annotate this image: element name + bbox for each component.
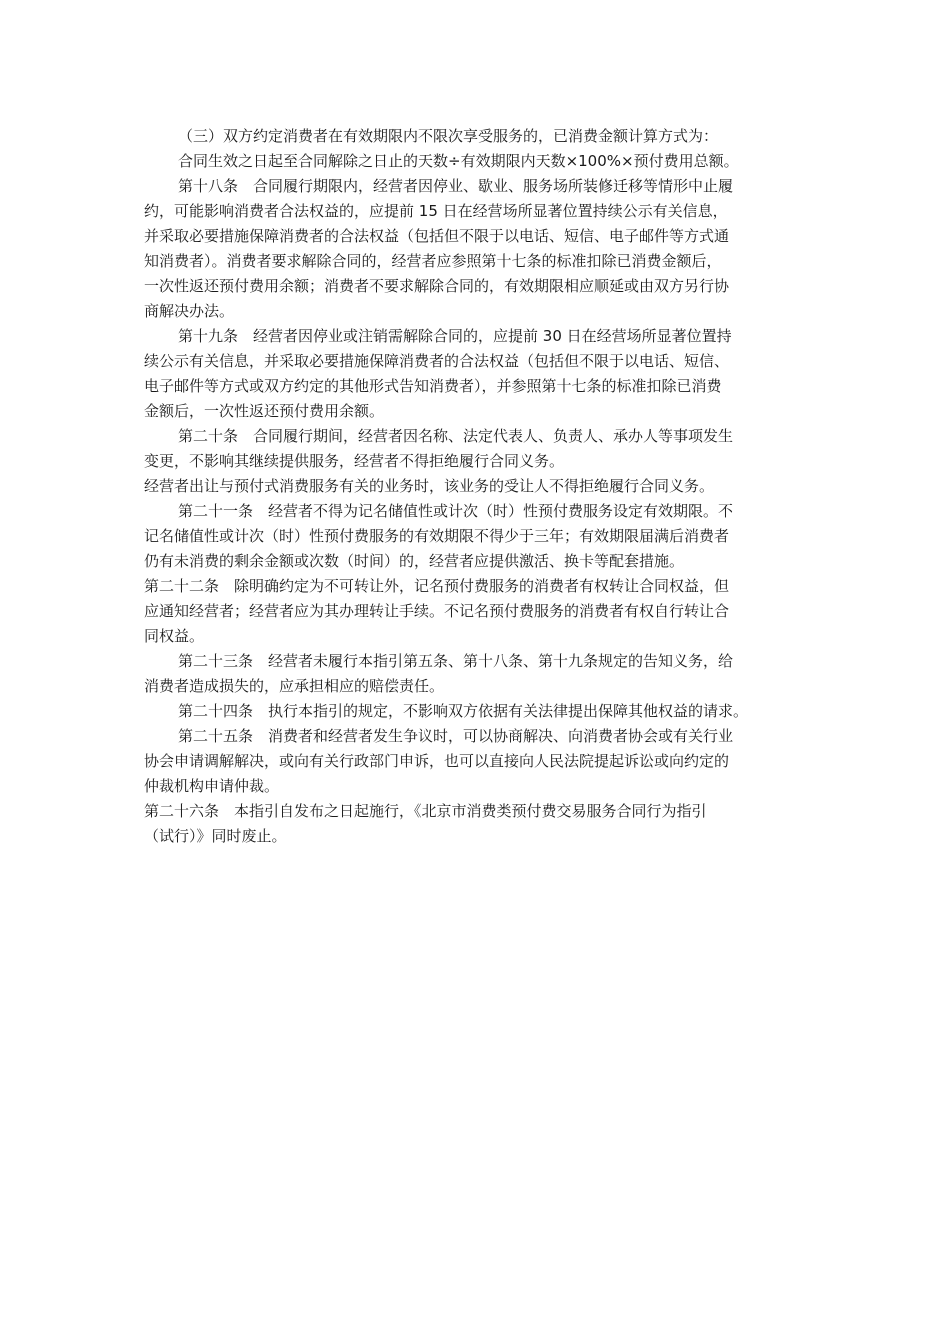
document-line: 续公示有关信息，并采取必要措施保障消费者的合法权益（包括但不限于以电话、短信、 — [144, 352, 730, 370]
document-line: 第十八条 合同履行期限内，经营者因停业、歇业、服务场所装修迁移等情形中止履 — [178, 177, 734, 195]
document-line: 第二十四条 执行本指引的规定，不影响双方依据有关法律提出保障其他权益的请求。 — [178, 702, 749, 720]
document-line: 第十九条 经营者因停业或注销需解除合同的，应提前 30 日在经营场所显著位置持 — [178, 327, 732, 345]
document-line: 第二十条 合同履行期间，经营者因名称、法定代表人、负责人、承办人等事项发生 — [178, 427, 734, 445]
document-line: 仲裁机构申请仲裁。 — [144, 777, 280, 795]
document-line: 合同生效之日起至合同解除之日止的天数÷有效期限内天数×100%×预付费用总额。 — [178, 152, 739, 170]
document-line: 消费者造成损失的，应承担相应的赔偿责任。 — [144, 677, 445, 695]
document-line: 第二十三条 经营者未履行本指引第五条、第十八条、第十九条规定的告知义务，给 — [178, 652, 734, 670]
document-line: 第二十五条 消费者和经营者发生争议时，可以协商解决、向消费者协会或有关行业 — [178, 727, 734, 745]
document-line: 约，可能影响消费者合法权益的，应提前 15 日在经营场所显著位置持续公示有关信息， — [144, 202, 728, 220]
document-line: 同权益。 — [144, 627, 205, 645]
document-line: 知消费者）。消费者要求解除合同的，经营者应参照第十七条的标准扣除已消费金额后， — [144, 252, 722, 270]
document-line: 并采取必要措施保障消费者的合法权益（包括但不限于以电话、短信、电子邮件等方式通 — [144, 227, 730, 245]
document-line: 第二十六条 本指引自发布之日起施行，《北京市消费类预付费交易服务合同行为指引 — [144, 802, 707, 820]
document-line: （三）双方约定消费者在有效期限内不限次享受服务的，已消费金额计算方式为： — [178, 127, 719, 145]
document-line: 第二十二条 除明确约定为不可转让外，记名预付费服务的消费者有权转让合同权益，但 — [144, 577, 730, 595]
document-body — [144, 124, 814, 849]
document-line: 第二十一条 经营者不得为记名储值性或计次（时）性预付费服务设定有效期限。不 — [178, 502, 734, 520]
document-line: 变更，不影响其继续提供服务，经营者不得拒绝履行合同义务。 — [144, 452, 565, 470]
document-line: 记名储值性或计次（时）性预付费服务的有效期限不得少于三年；有效期限届满后消费者 — [144, 527, 730, 545]
document-line: 经营者出让与预付式消费服务有关的业务时，该业务的受让人不得拒绝履行合同义务。 — [144, 477, 715, 495]
document-line: 电子邮件等方式或双方约定的其他形式告知消费者），并参照第十七条的标准扣除已消费 — [144, 377, 722, 395]
document-line: 一次性返还预付费用余额；消费者不要求解除合同的，有效期限相应顺延或由双方另行协 — [144, 277, 730, 295]
document-line: （试行）》同时废止。 — [144, 827, 287, 845]
document-line: 商解决办法。 — [144, 302, 235, 320]
document-line: 协会申请调解解决，或向有关行政部门申诉，也可以直接向人民法院提起诉讼或向约定的 — [144, 752, 730, 770]
document-line: 仍有未消费的剩余金额或次数（时间）的，经营者应提供激活、换卡等配套措施。 — [144, 552, 685, 570]
document-line: 应通知经营者；经营者应为其办理转让手续。不记名预付费服务的消费者有权自行转让合 — [144, 602, 730, 620]
document-line: 金额后，一次性返还预付费用余额。 — [144, 402, 385, 420]
